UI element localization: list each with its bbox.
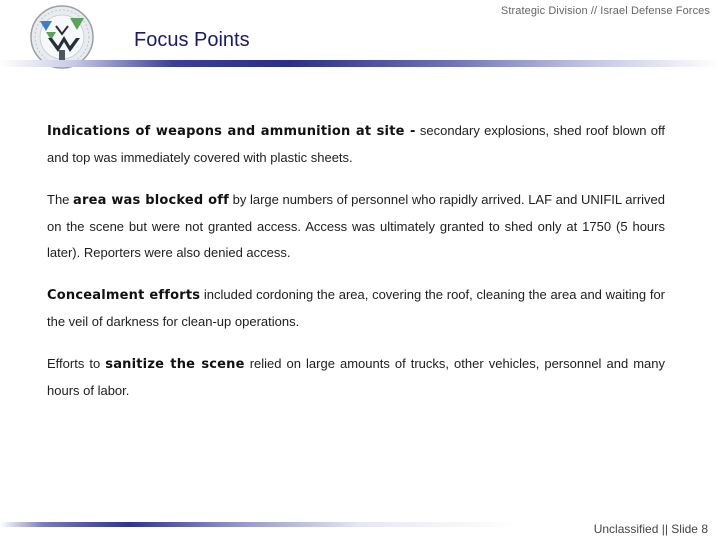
- title-underline-bar: [0, 60, 720, 67]
- focus-point-heading: sanitize the scene: [105, 357, 245, 372]
- slide-body: [47, 118, 665, 420]
- footer-classification: Unclassified || Slide 8: [593, 522, 708, 536]
- slide-title: Focus Points: [134, 29, 250, 51]
- focus-point-prefix: Efforts to: [47, 356, 106, 371]
- focus-point-text: included cordoning the area, covering the roof, cleaning the area and waiting for the veil of darkness for clean-up operations.: [47, 287, 666, 329]
- focus-point-concealment: [47, 282, 665, 335]
- focus-point-text: relied on large amounts of trucks, other vehicles, personnel and many hours of labor.: [47, 356, 665, 398]
- focus-point-sanitize: [47, 351, 665, 404]
- focus-point-heading: Concealment efforts: [47, 288, 201, 303]
- focus-point-weapons: [47, 118, 665, 171]
- focus-point-area-blocked: [47, 187, 665, 266]
- focus-point-heading: area was blocked off: [73, 193, 229, 208]
- focus-point-heading: Indications of weapons and ammunition at site -: [47, 124, 416, 139]
- focus-point-text: by large numbers of personnel who rapidly arrived. LAF and UNIFIL arrived on the scene but were not granted access. Access was ultimately granted to shed only at 1750 (5 hours later). Reporters were also denied access.: [47, 192, 665, 260]
- focus-point-prefix: The: [47, 192, 74, 207]
- focus-point-text: secondary explosions, shed roof blown off and top was immediately covered with plastic sheets.: [47, 123, 665, 165]
- organization-label: Strategic Division // Israel Defense Forces: [500, 5, 710, 17]
